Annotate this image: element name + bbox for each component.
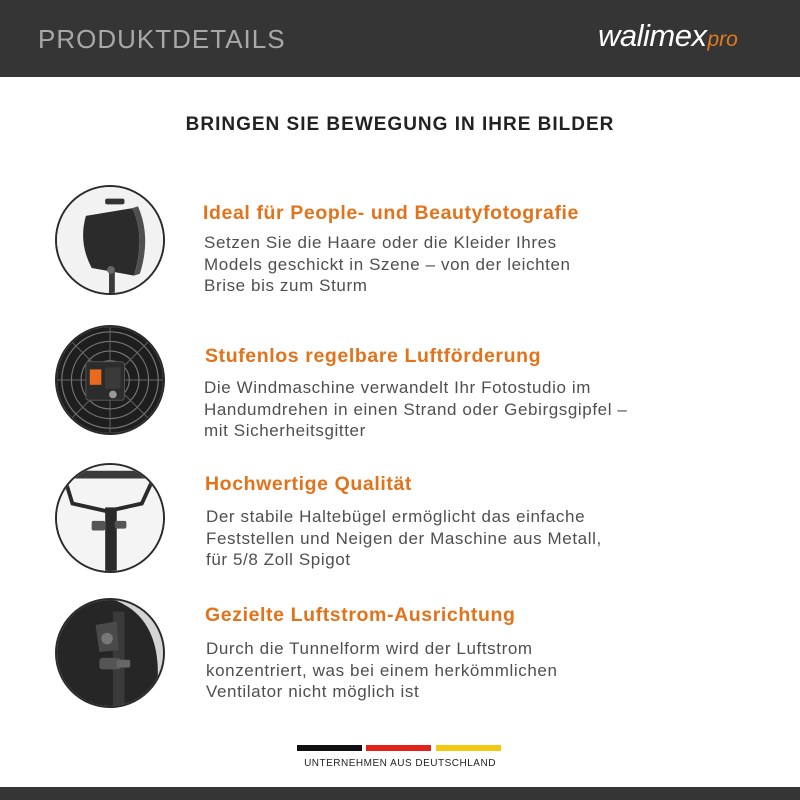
feature-title: Stufenlos regelbare Luftförderung xyxy=(205,345,542,367)
feature-description: Die Windmaschine verwandelt Ihr Fotostudio im Handumdrehen in einen Strand oder Gebirgsgipfel – mit Sicherheitsgitter xyxy=(204,378,628,440)
flag-stripe-black xyxy=(297,745,362,751)
logo-pro-suffix: pro xyxy=(707,28,738,51)
feature-item xyxy=(0,463,800,593)
feature-title: Hochwertige Qualität xyxy=(205,473,413,495)
origin-label: UNTERNEHMEN AUS DEUTSCHLAND xyxy=(304,758,496,769)
feature-description: Durch die Tunnelform wird der Luftstrom konzentriert, was bei einem herkömmlichen Ventilator nicht möglich ist xyxy=(206,639,558,701)
logo-wordmark: walimex xyxy=(598,18,707,53)
flag-stripe-gold xyxy=(436,745,501,751)
header-bar xyxy=(0,0,800,77)
feature-title: Ideal für People- und Beautyfotografie xyxy=(203,202,579,224)
feature-item xyxy=(0,598,800,728)
feature-item xyxy=(0,325,800,455)
fan-side-view-image xyxy=(55,185,165,295)
feature-item xyxy=(0,185,800,315)
page-headline: BRINGEN SIE BEWEGUNG IN IHRE BILDER xyxy=(185,114,615,135)
feature-title: Gezielte Luftstrom-Ausrichtung xyxy=(205,604,516,626)
flag-stripe-red xyxy=(366,745,431,751)
header-title: PRODUKTDETAILS xyxy=(38,24,286,54)
fan-grille-controls-image xyxy=(55,325,165,435)
feature-description: Setzen Sie die Haare oder die Kleider Ihres Models geschickt in Szene – von der leichten Brise bis zum Sturm xyxy=(204,233,571,295)
footer-bar xyxy=(0,787,800,800)
brand-logo xyxy=(598,18,738,62)
feature-description: Der stabile Haltebügel ermöglicht das einfache Feststellen und Neigen der Maschine aus Metall, für 5/8 Zoll Spigot xyxy=(206,507,602,569)
mounting-bracket-image xyxy=(55,463,165,573)
tilt-lock-knob-image xyxy=(55,598,165,708)
